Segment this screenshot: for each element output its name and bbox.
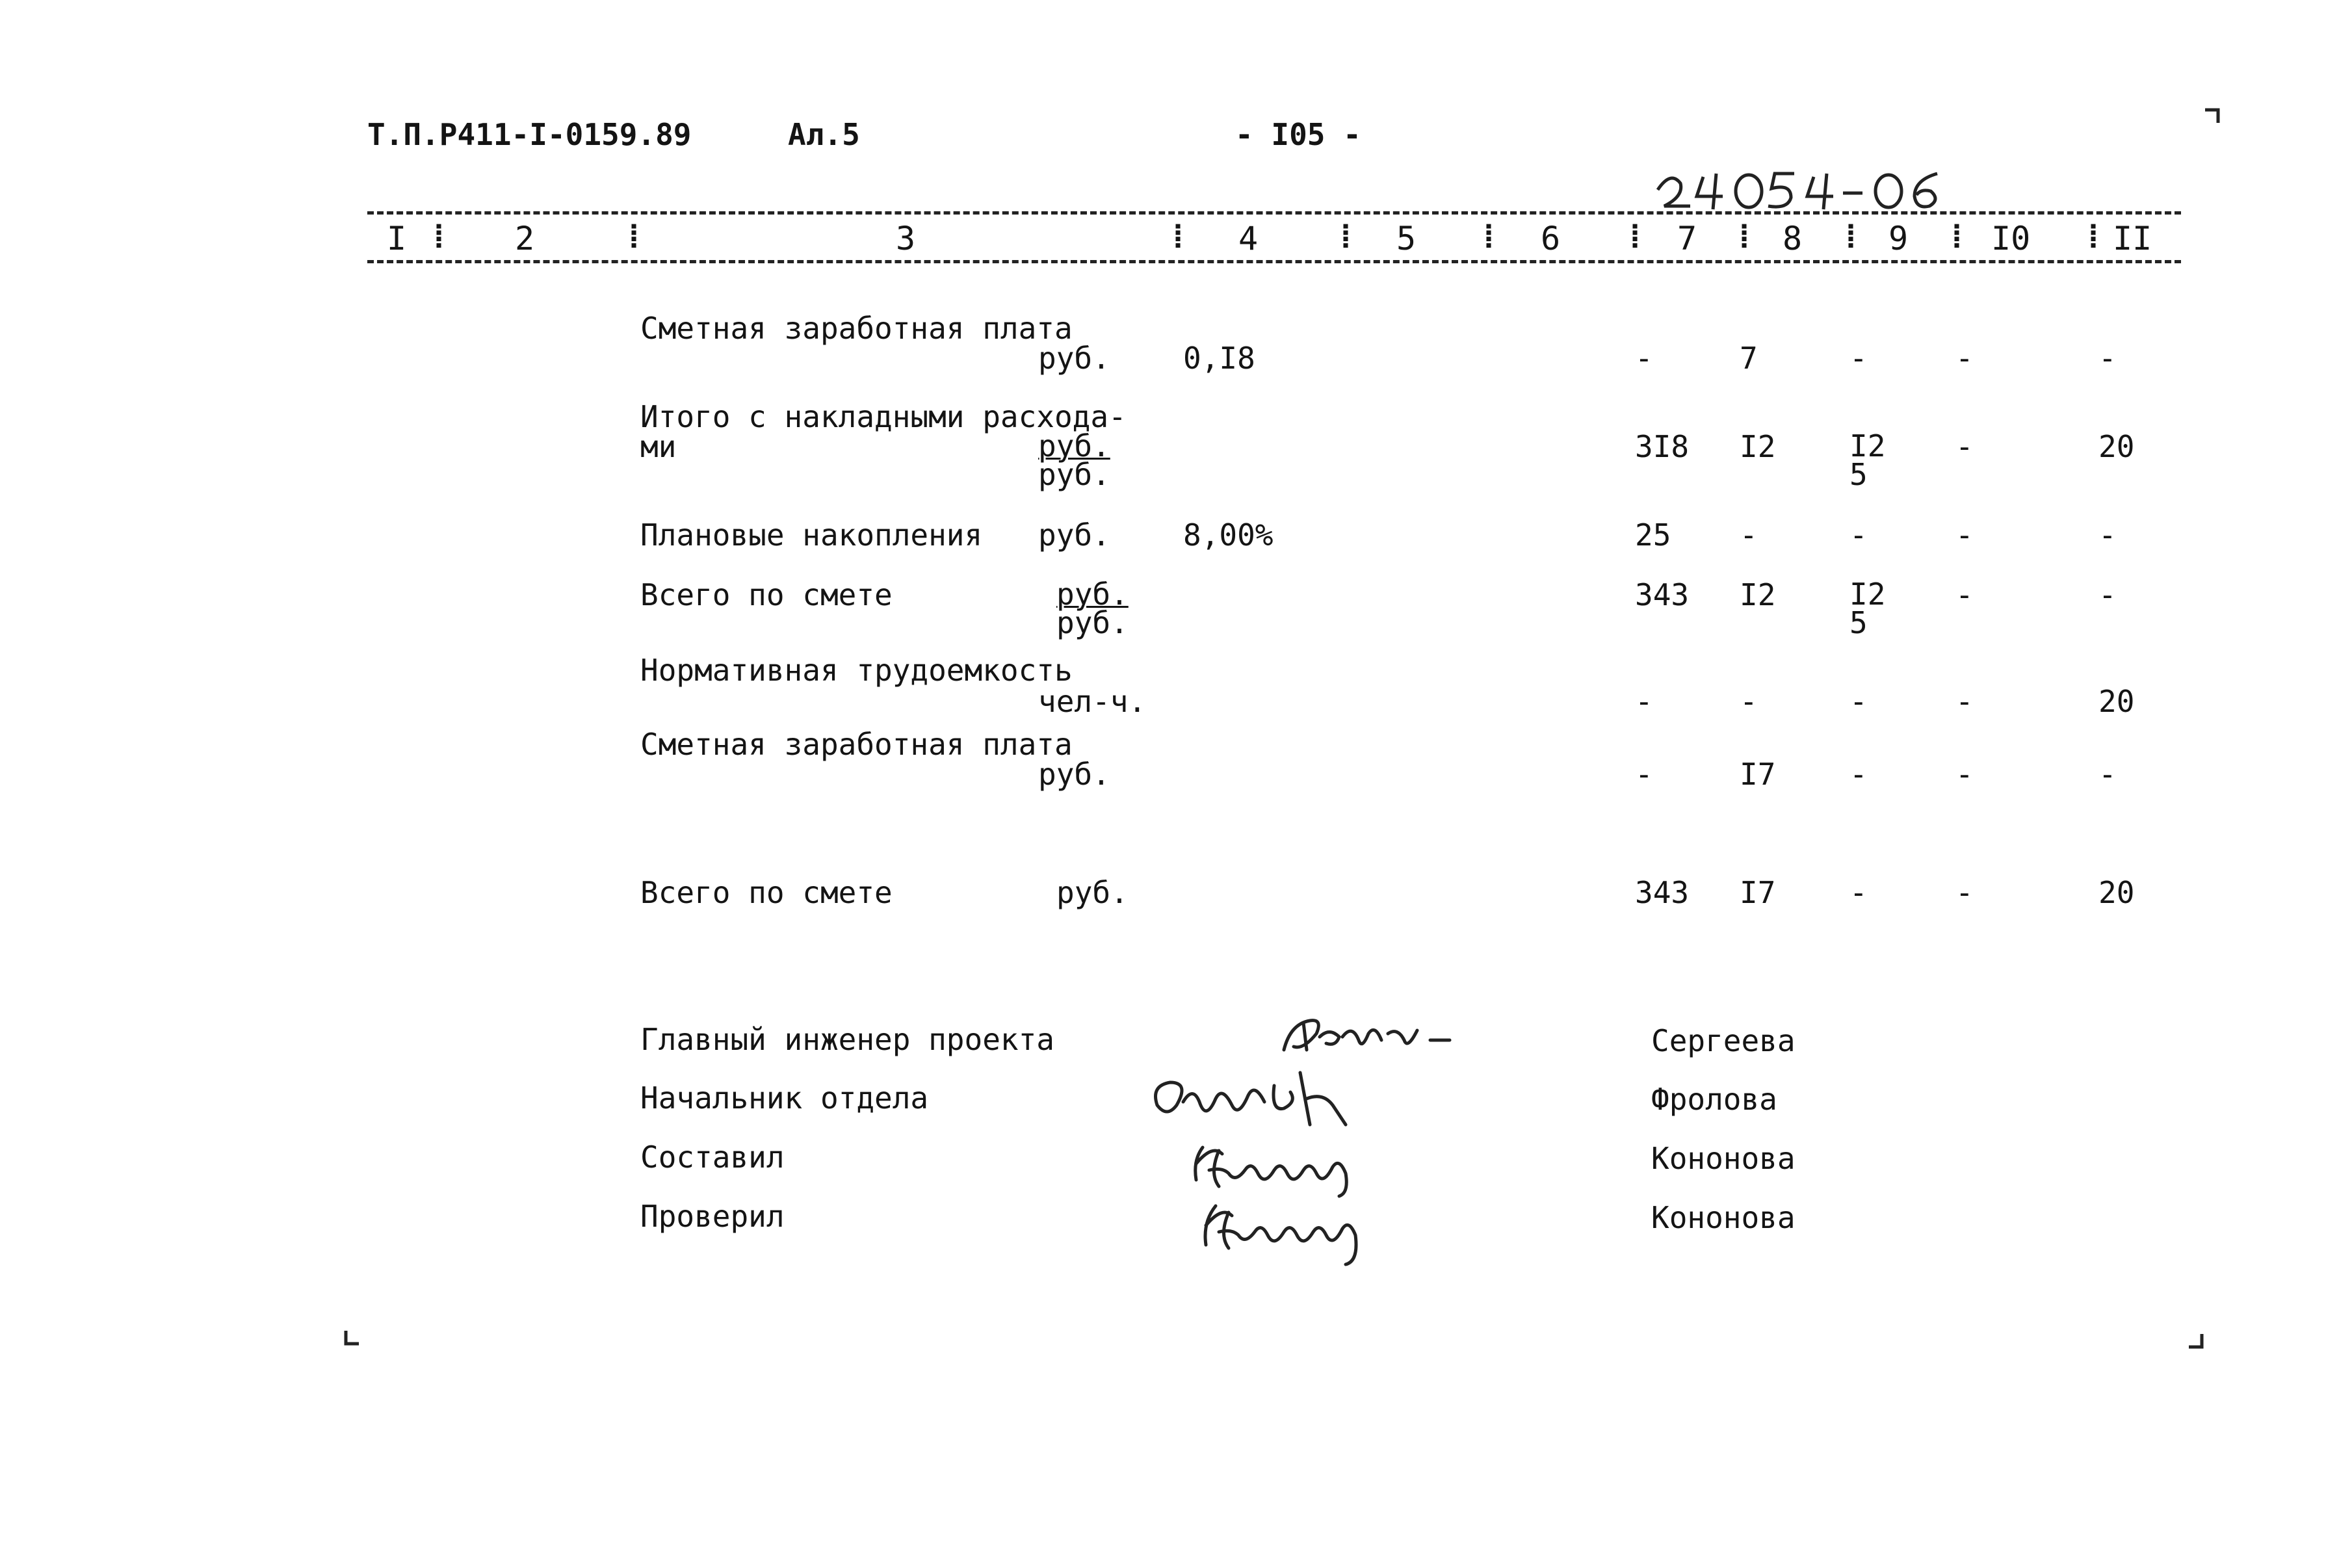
cell-col9-top: I2 <box>1849 577 1886 612</box>
cell-col7: 3I8 <box>1635 429 1690 464</box>
signature-name: Кононова <box>1651 1141 1796 1176</box>
stamp-number <box>1651 164 1950 227</box>
cell-col9-top: I2 <box>1849 428 1886 464</box>
document-code: Т.П.Р411-I-0159.89 <box>367 117 692 152</box>
handwritten-signature-1 <box>1277 1011 1466 1063</box>
handwritten-signature-4 <box>1190 1196 1404 1268</box>
cell-col9: - <box>1849 341 1868 376</box>
cell-col7: - <box>1635 757 1653 792</box>
column-header-6: 6 <box>1541 220 1561 257</box>
row-label: Всего по смете <box>640 875 893 910</box>
column-separator: ⁞ <box>1625 218 1645 255</box>
cell-col10: - <box>1955 429 1974 464</box>
cell-col10: - <box>1955 684 1974 719</box>
row-unit: руб. <box>1038 517 1110 553</box>
cell-col8: I2 <box>1740 577 1776 612</box>
column-header-10: I0 <box>1991 220 2031 257</box>
sheet-number: Ал.5 <box>788 117 860 152</box>
cell-col9: - <box>1849 684 1868 719</box>
cell-col9-fraction <box>1849 428 1886 492</box>
row-unit: руб. <box>1038 341 1110 376</box>
corner-mark-bottom-left <box>343 1329 360 1346</box>
row-unit: чел-ч. <box>1038 684 1147 719</box>
cell-col7: - <box>1635 684 1653 719</box>
signature-role: Проверил <box>640 1199 785 1234</box>
cell-col10: - <box>1955 341 1974 376</box>
cell-col11: - <box>2098 517 2117 553</box>
row-label: Сметная заработная плата <box>640 311 1073 346</box>
row-unit-fraction <box>1056 577 1129 640</box>
column-separator: ⁞ <box>1479 218 1499 255</box>
cell-col10: - <box>1955 517 1974 553</box>
signature-name: Сергеева <box>1651 1023 1796 1058</box>
unit-numerator: руб. <box>1038 428 1110 464</box>
cell-col10: - <box>1955 577 1974 612</box>
row-label-continuation: ми <box>640 429 677 464</box>
cell-col9-bottom: 5 <box>1849 605 1868 640</box>
column-header-11: II <box>2113 220 2152 257</box>
corner-mark-bottom-right <box>2188 1333 2204 1350</box>
cell-col8: 7 <box>1740 341 1758 376</box>
stamp-number-handwriting <box>1651 164 1950 216</box>
row-unit: руб. <box>1038 757 1110 792</box>
cell-col4: 0,I8 <box>1183 341 1255 376</box>
corner-mark-top-right <box>2204 107 2221 124</box>
column-header-1: I <box>387 220 407 257</box>
table-header-bottom-rule <box>367 260 2181 263</box>
cell-col7: 25 <box>1635 517 1671 553</box>
cell-col11: - <box>2098 341 2117 376</box>
cell-col9: - <box>1849 517 1868 553</box>
row-label: Нормативная трудоемкость <box>640 653 1073 688</box>
cell-col11: 20 <box>2098 875 2135 910</box>
signature-name: Фролова <box>1651 1082 1777 1117</box>
cell-col9: - <box>1849 757 1868 792</box>
column-separator: ⁞ <box>1168 218 1188 255</box>
cell-col9-bottom: 5 <box>1849 457 1868 492</box>
column-separator: ⁞ <box>1841 218 1861 255</box>
cell-col10: - <box>1955 875 1974 910</box>
cell-col10: - <box>1955 757 1974 792</box>
page-number: - I05 - <box>1235 117 1361 152</box>
cell-col8: I7 <box>1740 875 1776 910</box>
unit-numerator: руб. <box>1056 577 1129 612</box>
row-unit-fraction <box>1038 428 1110 492</box>
column-header-2: 2 <box>515 220 535 257</box>
column-separator: ⁞ <box>429 218 449 255</box>
column-separator: ⁞ <box>624 218 644 255</box>
cell-col7: - <box>1635 341 1653 376</box>
cell-col8: I2 <box>1740 429 1776 464</box>
handwritten-signature-3 <box>1183 1134 1391 1199</box>
row-label: Итого с накладными расхода- <box>640 399 1127 434</box>
table-header-top-rule <box>367 211 2181 215</box>
signature-name: Кононова <box>1651 1200 1796 1235</box>
column-header-5: 5 <box>1396 220 1417 257</box>
row-unit: руб. <box>1056 875 1129 910</box>
column-header-8: 8 <box>1783 220 1803 257</box>
cell-col11: - <box>2098 577 2117 612</box>
handwritten-signature-2 <box>1144 1066 1365 1138</box>
cell-col8: - <box>1740 517 1758 553</box>
column-header-7: 7 <box>1677 220 1697 257</box>
signature-role: Начальник отдела <box>640 1080 929 1116</box>
unit-denominator: руб. <box>1056 605 1129 640</box>
signature-role: Главный инженер проекта <box>640 1022 1054 1057</box>
cell-col4: 8,00% <box>1183 517 1274 553</box>
cell-col9: - <box>1849 875 1868 910</box>
column-separator: ⁞ <box>1947 218 1967 255</box>
cell-col11: 20 <box>2098 429 2135 464</box>
row-label: Плановые накопления <box>640 517 983 553</box>
column-header-3: 3 <box>896 220 916 257</box>
signature-role: Составил <box>640 1140 785 1175</box>
cell-col8: - <box>1740 684 1758 719</box>
unit-denominator: руб. <box>1038 457 1110 492</box>
cell-col7: 343 <box>1635 875 1690 910</box>
row-label: Сметная заработная плата <box>640 727 1073 762</box>
cell-col7: 343 <box>1635 577 1690 612</box>
column-separator: ⁞ <box>2084 218 2104 255</box>
cell-col8: I7 <box>1740 757 1776 792</box>
cell-col9-fraction <box>1849 577 1886 640</box>
column-separator: ⁞ <box>1336 218 1356 255</box>
cell-col11: - <box>2098 757 2117 792</box>
cell-col11: 20 <box>2098 684 2135 719</box>
column-header-4: 4 <box>1238 220 1259 257</box>
column-separator: ⁞ <box>1734 218 1755 255</box>
row-label: Всего по смете <box>640 577 893 612</box>
column-header-9: 9 <box>1888 220 1909 257</box>
